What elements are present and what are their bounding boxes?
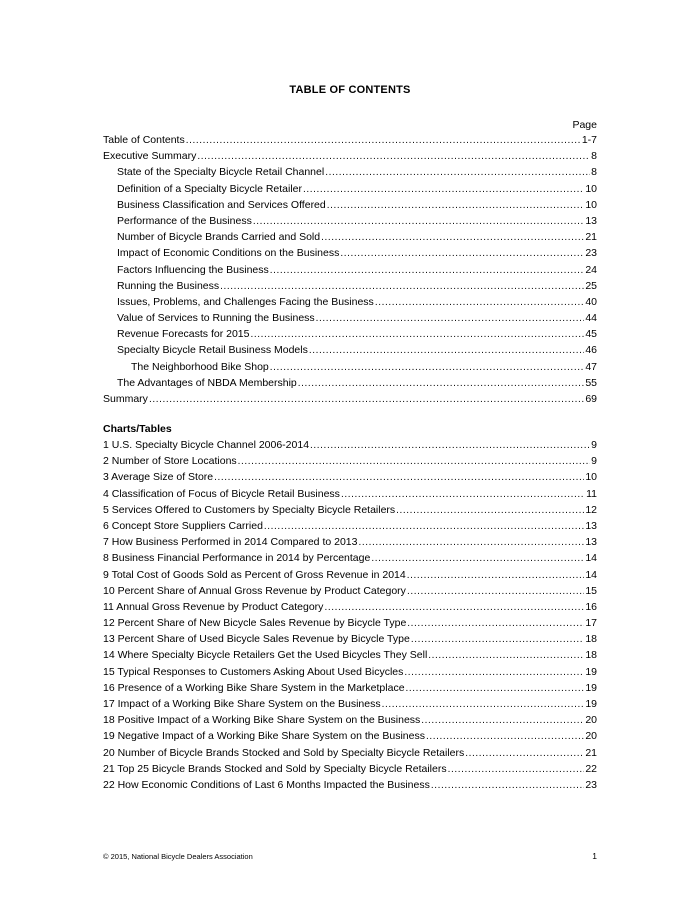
toc-entry-page: 10 — [585, 198, 597, 211]
toc-entry-page: 44 — [585, 312, 597, 325]
toc-entry-page: 47 — [585, 360, 597, 373]
toc-entry-label: 16 Presence of a Working Bike Share System in the Marketplace — [103, 681, 405, 694]
toc-entry-label: 13 Percent Share of Used Bicycle Sales Revenue by Bicycle Type — [103, 633, 410, 646]
toc-entry — [103, 245, 597, 261]
toc-entry — [103, 728, 597, 744]
charts-section — [103, 421, 597, 793]
toc-entry-page: 17 — [585, 617, 597, 630]
dot-leader — [197, 149, 590, 165]
toc-entry-page: 10 — [585, 182, 597, 195]
dot-leader — [340, 246, 584, 262]
toc-entry-label: Revenue Forecasts for 2015 — [117, 328, 250, 341]
toc-entry — [103, 664, 597, 680]
toc-entry — [103, 342, 597, 358]
toc-entry — [103, 164, 597, 180]
toc-entry-label: Table of Contents — [103, 134, 185, 146]
toc-entry-label: 5 Services Offered to Customers by Specialty Bicycle Retailers — [103, 503, 396, 516]
toc-entry — [103, 631, 597, 647]
toc-entry-label: Specialty Bicycle Retail Business Models — [117, 344, 308, 357]
toc-entry — [103, 680, 597, 696]
toc-entry-label: 17 Impact of a Working Bike Share System on the Business — [103, 698, 381, 710]
toc-entry-page: 11 — [586, 487, 597, 500]
dot-leader — [411, 632, 585, 648]
dot-leader — [407, 568, 585, 584]
toc-entry-page: 20 — [585, 730, 597, 743]
dot-leader — [316, 311, 585, 327]
toc-entry — [103, 696, 597, 712]
toc-entry-label: 6 Concept Store Suppliers Carried — [103, 519, 263, 532]
dot-leader — [407, 616, 584, 632]
dot-leader — [270, 360, 585, 376]
toc-entry-page: 23 — [585, 778, 597, 791]
toc-entry-page: 1-7 — [581, 134, 597, 146]
toc-entry — [103, 262, 597, 278]
toc-entry-page: 10 — [585, 471, 597, 484]
dot-leader — [214, 470, 584, 486]
dot-leader — [270, 263, 585, 279]
toc-entry-page: 9 — [591, 455, 597, 468]
toc-entry-page: 40 — [585, 295, 597, 308]
charts-heading: Charts/Tables — [103, 423, 172, 435]
toc-entry-label: 8 Business Financial Performance in 2014 by Percentage — [103, 552, 371, 565]
toc-entry-page: 13 — [585, 519, 597, 532]
dot-leader — [406, 681, 585, 697]
dot-leader — [465, 746, 584, 762]
toc-entry-label: Running the Business — [117, 279, 220, 292]
toc-entry-label: 19 Negative Impact of a Working Bike Share System on the Business — [103, 730, 425, 743]
page-column-header: Page — [572, 119, 597, 131]
toc-entry-label: The Advantages of NBDA Membership — [117, 376, 297, 389]
dot-leader — [448, 762, 585, 778]
toc-entry — [103, 502, 597, 518]
toc-entry — [103, 486, 597, 502]
toc-entry-page: 13 — [585, 214, 597, 227]
charts-list — [103, 437, 597, 793]
toc-entry-page: 45 — [585, 328, 597, 341]
toc-entry-page: 9 — [591, 439, 597, 451]
toc-entry-page: 25 — [585, 279, 597, 292]
dot-leader — [251, 327, 585, 343]
dot-leader — [327, 198, 585, 214]
dot-leader — [238, 454, 591, 470]
dot-leader — [324, 600, 584, 616]
toc-entry-label: Executive Summary — [103, 150, 197, 163]
toc-entry — [103, 712, 597, 728]
toc-entry-page: 18 — [585, 633, 597, 646]
toc-entry-label: Performance of the Business — [117, 214, 252, 227]
toc-entry-label: 1 U.S. Specialty Bicycle Channel 2006-2014 — [103, 439, 310, 451]
toc-entry — [103, 534, 597, 550]
toc-entry-label: 11 Annual Gross Revenue by Product Category — [103, 600, 324, 613]
toc-entry-label: 10 Percent Share of Annual Gross Revenue by Product Category — [103, 584, 406, 597]
toc-entry-page: 69 — [585, 393, 597, 405]
toc-entry-page: 14 — [585, 568, 597, 581]
toc-entry-label: 18 Positive Impact of a Working Bike Share System on the Business — [103, 714, 421, 727]
toc-entry-label: 14 Where Specialty Bicycle Retailers Get the Used Bicycles They Sell — [103, 649, 428, 662]
dot-leader — [310, 438, 590, 454]
toc-entry-page: 20 — [585, 714, 597, 727]
toc-entry — [103, 518, 597, 534]
toc-entry — [103, 181, 597, 197]
dot-leader — [371, 551, 584, 567]
dot-leader — [149, 392, 584, 408]
toc-entry-page: 19 — [585, 698, 597, 710]
toc-entry — [103, 310, 597, 326]
toc-entry-page: 22 — [585, 762, 597, 775]
dot-leader — [303, 182, 584, 198]
toc-entry — [103, 777, 597, 793]
toc-entry-page: 24 — [585, 263, 597, 276]
toc-entry — [103, 148, 597, 164]
toc-entry-label: 3 Average Size of Store — [103, 471, 214, 484]
dot-leader — [309, 343, 584, 359]
dot-leader — [220, 279, 584, 295]
toc-entry — [103, 599, 597, 615]
dot-leader — [407, 584, 584, 600]
toc-entry-label: 12 Percent Share of New Bicycle Sales Revenue by Bicycle Type — [103, 617, 407, 630]
dot-leader — [396, 503, 584, 519]
toc-entry-label: Business Classification and Services Offered — [117, 198, 326, 211]
toc-entry-label: Issues, Problems, and Challenges Facing the Business — [117, 295, 374, 308]
dot-leader — [341, 487, 585, 503]
toc-entry — [103, 132, 597, 148]
toc-entry-page: 13 — [585, 536, 597, 549]
toc-entry — [103, 294, 597, 310]
dot-leader — [264, 519, 584, 535]
toc-main-list — [103, 132, 597, 391]
toc-entry-label: 22 How Economic Conditions of Last 6 Months Impacted the Business — [103, 778, 430, 791]
toc-entry-page: 18 — [585, 649, 597, 662]
dot-leader — [358, 535, 584, 551]
toc-entry-label: 4 Classification of Focus of Bicycle Retail Business — [103, 487, 340, 500]
toc-entry-page: 23 — [585, 247, 597, 260]
toc-entry-label: State of the Specialty Bicycle Retail Channel — [117, 166, 325, 179]
page-title: TABLE OF CONTENTS — [289, 84, 411, 96]
toc-entry — [103, 213, 597, 229]
toc-entry-label: 20 Number of Bicycle Brands Stocked and Sold by Specialty Bicycle Retailers — [103, 746, 465, 759]
toc-entry-label: Factors Influencing the Business — [117, 263, 269, 276]
dot-leader — [186, 133, 581, 149]
toc-entry — [103, 437, 597, 453]
dot-leader — [404, 665, 584, 681]
toc-entry — [103, 278, 597, 294]
dot-leader — [382, 697, 585, 713]
toc-entry — [103, 745, 597, 761]
toc-entry — [103, 453, 597, 469]
toc-entry-label: 15 Typical Responses to Customers Asking About Used Bicycles — [103, 665, 404, 678]
toc-entry-label: Definition of a Specialty Bicycle Retailer — [117, 182, 303, 195]
dot-leader — [421, 713, 584, 729]
toc-entry — [103, 761, 597, 777]
toc-entry-label: The Neighborhood Bike Shop — [131, 360, 269, 373]
toc-entry-label: Impact of Economic Conditions on the Business — [117, 247, 340, 260]
toc-entry-label: Summary — [103, 393, 148, 405]
toc-entry — [103, 326, 597, 342]
dot-leader — [253, 214, 584, 230]
toc-entry-page: 19 — [585, 681, 597, 694]
dot-leader — [321, 230, 584, 246]
toc-entry-page: 8 — [591, 150, 597, 163]
dot-leader — [325, 165, 590, 181]
toc-entry-label: 9 Total Cost of Goods Sold as Percent of Gross Revenue in 2014 — [103, 568, 406, 581]
toc-entry-page: 46 — [585, 344, 597, 357]
toc-entry-page: 21 — [585, 746, 597, 759]
toc-entry — [103, 469, 597, 485]
toc-entry-page: 12 — [585, 503, 597, 516]
toc-entry — [103, 647, 597, 663]
toc-entry — [103, 197, 597, 213]
toc-entry-page: 8 — [591, 166, 597, 179]
toc-entry-label: 2 Number of Store Locations — [103, 455, 237, 468]
toc-entry-page: 14 — [585, 552, 597, 565]
dot-leader — [426, 729, 584, 745]
toc-entry-page: 15 — [585, 584, 597, 597]
toc-entry-summary — [103, 391, 597, 407]
toc-entry — [103, 583, 597, 599]
dot-leader — [428, 648, 584, 664]
toc-entry-label: 21 Top 25 Bicycle Brands Stocked and Sold by Specialty Bicycle Retailers — [103, 762, 447, 775]
toc-entry — [103, 229, 597, 245]
toc-entry-label: Value of Services to Running the Business — [117, 312, 315, 325]
toc-summary — [103, 391, 597, 407]
toc-entry — [103, 615, 597, 631]
toc-entry-page: 21 — [585, 231, 597, 244]
toc-entry-label: Number of Bicycle Brands Carried and Sold — [117, 231, 321, 244]
dot-leader — [298, 376, 585, 392]
footer-copyright: © 2015, National Bicycle Dealers Association — [103, 852, 253, 861]
footer-page-number: 1 — [592, 851, 597, 861]
dot-leader — [375, 295, 585, 311]
dot-leader — [431, 778, 584, 794]
toc-entry — [103, 359, 597, 375]
toc-entry — [103, 375, 597, 391]
toc-entry-label: 7 How Business Performed in 2014 Compared to 2013 — [103, 536, 358, 549]
toc-entry-page: 16 — [585, 600, 597, 613]
toc-entry-page: 55 — [585, 376, 597, 389]
toc-entry-page: 19 — [585, 665, 597, 678]
toc-entry — [103, 567, 597, 583]
toc-entry — [103, 550, 597, 566]
